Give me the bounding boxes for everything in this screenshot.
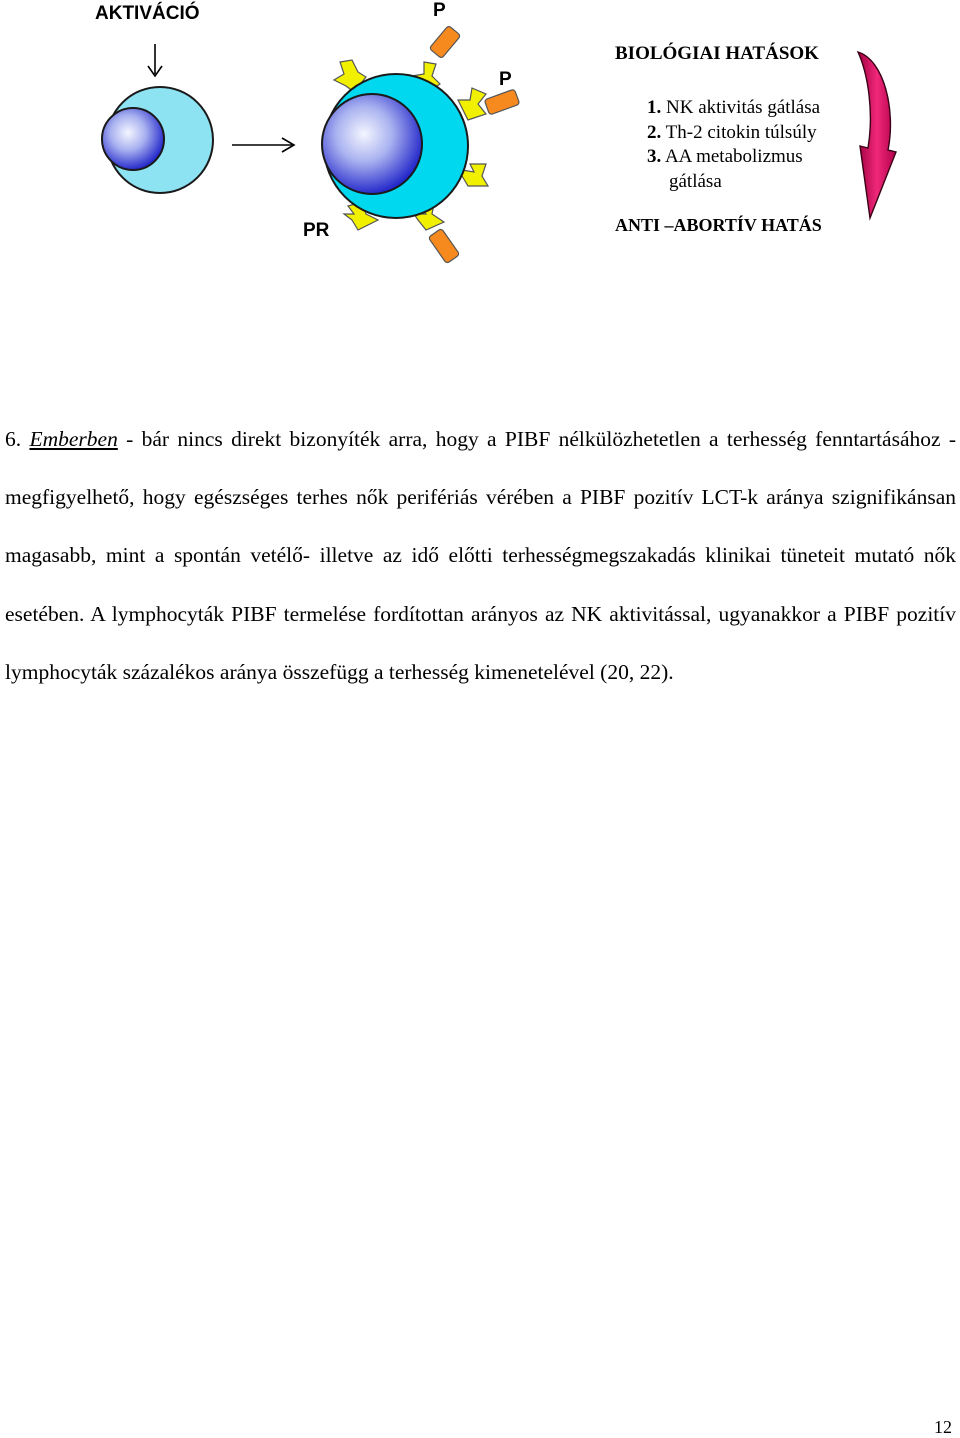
- transition-arrow: [232, 138, 294, 152]
- curved-effect-arrow: [858, 52, 896, 218]
- activated-cell: [322, 25, 520, 263]
- effects-list: [647, 96, 820, 194]
- effect-item-3: 3. AA metabolizmus: [647, 146, 803, 167]
- activation-label: AKTIVÁCIÓ: [95, 3, 200, 24]
- paragraph-number: 6.: [5, 427, 22, 451]
- page-number: 12: [934, 1417, 952, 1437]
- pr-label: PR: [303, 220, 330, 241]
- anti-abortive-label: ANTI –ABORTÍV HATÁS: [615, 215, 822, 235]
- paragraph-heading: Emberben: [29, 427, 118, 451]
- effects-title: BIOLÓGIAI HATÁSOK: [615, 43, 819, 64]
- resting-cell: [102, 87, 213, 193]
- activation-arrow: [148, 44, 162, 76]
- paragraph-text: - bár nincs direkt bizonyíték arra, hogy a PIBF nélkülözhetetlen a terhesség fenntartásához - megfigyelhető, hogy egészséges terhes nők perifériás vérében a PIBF pozitív LCT-k aránya szignifikánsan magasabb, mint a spontán vetélő- illetve az idő előtti terhességmegszakadás klinikai tüneteit mutató nők esetében. A lymphocyták PIBF termelése fordítottan arányos az NK aktivitással, ugyanakkor a PIBF pozitív lymphocyták százalékos aránya összefügg a terhesség kimenetelével (20, 22).: [5, 427, 957, 684]
- body-paragraph: [5, 410, 956, 701]
- effect-item-3-continuation: gátlása: [669, 170, 722, 192]
- effect-item-1: 1. NK aktivitás gátlása: [647, 97, 821, 118]
- p-label-top: P: [433, 0, 446, 21]
- pibf-diagram: [0, 0, 960, 280]
- p-label-right: P: [499, 69, 512, 90]
- effect-item-2: 2. Th-2 citokin túlsúly: [647, 121, 817, 143]
